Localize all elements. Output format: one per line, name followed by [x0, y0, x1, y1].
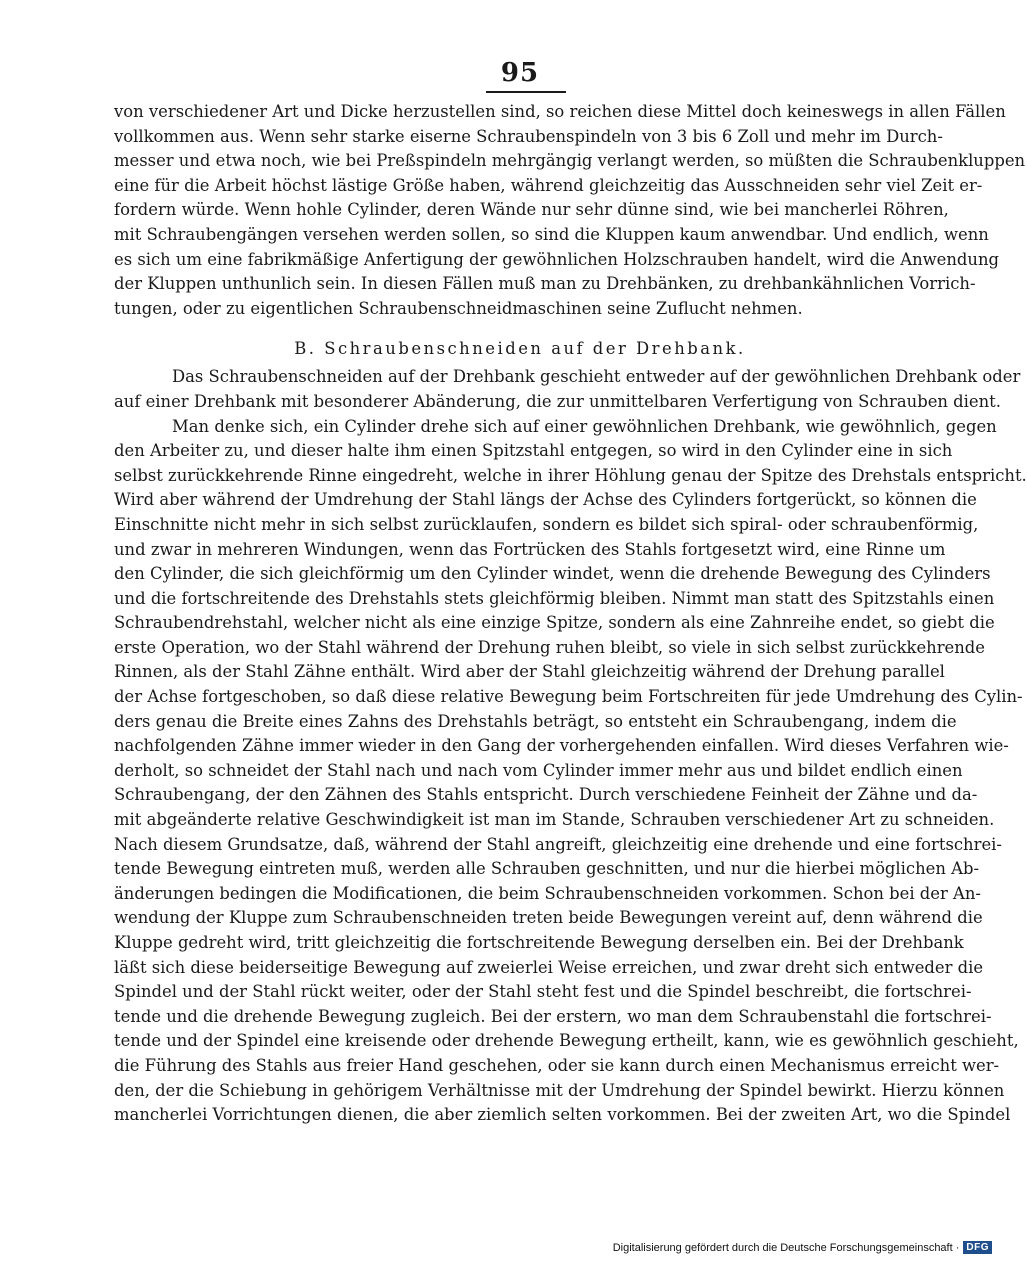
digitization-credit — [613, 1241, 992, 1254]
text-line: Schraubengang, der den Zähnen des Stahls entspricht. Durch verschiedene Feinheit der Zähne und da- — [114, 785, 978, 805]
text-line: selbst zurückkehrende Rinne eingedreht, welche in ihrer Höhlung genau der Spitze des Drehstals entspricht. — [114, 465, 1027, 485]
text-line: Man denke sich, ein Cylinder drehe sich auf einer gewöhnlichen Drehbank, wie gewöhnlich, gegen — [172, 416, 997, 436]
text-line: von verschiedener Art und Dicke herzustellen sind, so reichen diese Mittel doch keineswegs in allen Fällen — [114, 102, 1006, 121]
text-line: Schraubendrehstahl, welcher nicht als eine einzige Spitze, sondern als eine Zahnreihe endet, so giebt die — [114, 613, 995, 633]
text-line: fordern würde. Wenn hohle Cylinder, deren Wände nur sehr dünne sind, wie bei mancherlei Röhren, — [114, 200, 949, 220]
text-line: die Führung des Stahls aus freier Hand geschehen, oder sie kann durch einen Mechanismus erreicht wer- — [114, 1055, 1000, 1075]
paragraph-1 — [114, 100, 1026, 321]
text-line: den Cylinder, die sich gleichförmig um den Cylinder windet, wenn die drehende Bewegung des Cylinders — [114, 564, 991, 584]
text-line: mancherlei Vorrichtungen dienen, die aber ziemlich selten vorkommen. Bei der zweiten Art, wo die Spindel — [114, 1105, 1011, 1125]
paragraph-3 — [114, 415, 1027, 1128]
text-line: tungen, oder zu eigentlichen Schraubenschneidmaschinen seine Zuflucht nehmen. — [114, 298, 803, 318]
dfg-logo: DFG — [963, 1241, 992, 1254]
text-line: Einschnitte nicht mehr in sich selbst zurücklaufen, sondern es bildet sich spiral- oder schraubenförmig, — [114, 514, 979, 534]
text-line: und die fortschreitende des Drehstahls stets gleichförmig bleiben. Nimmt man statt des Spitzstahls einen — [114, 588, 995, 608]
body-text — [114, 100, 1027, 1128]
text-line: eine für die Arbeit höchst lästige Größe haben, während gleichzeitig das Ausschneiden sehr viel Zeit er- — [114, 175, 983, 195]
text-line: auf einer Drehbank mit besonderer Abänderung, die zur unmittelbaren Verfertigung von Schrauben dient. — [114, 391, 1001, 411]
text-line: den, der die Schiebung in gehörigem Verhältnisse mit der Umdrehung der Spindel bewirkt. Hierzu können — [114, 1080, 1005, 1100]
text-line: vollkommen aus. Wenn sehr starke eiserne Schraubenspindeln von 3 bis 6 Zoll und mehr im Durch- — [114, 126, 943, 146]
text-line: nachfolgenden Zähne immer wieder in den Gang der vorhergehenden einfallen. Wird dieses Verfahren wie- — [114, 736, 1009, 756]
text-line: den Arbeiter zu, und dieser halte ihm einen Spitzstahl entgegen, so wird in den Cylinder eine in sich — [114, 441, 953, 461]
text-line: Das Schraubenschneiden auf der Drehbank geschieht entweder auf der gewöhnlichen Drehbank oder — [172, 367, 1021, 387]
section-heading: B. Schraubenschneiden auf der Drehbank. — [294, 339, 746, 359]
text-line: mit Schraubengängen versehen werden sollen, so sind die Kluppen kaum anwendbar. Und endlich, wenn — [114, 224, 989, 244]
text-line: der Achse fortgeschoben, so daß diese relative Bewegung beim Fortschreiten für jede Umdrehung des Cylin- — [114, 687, 1023, 707]
page-number-rule — [486, 91, 566, 93]
text-line: Spindel und der Stahl rückt weiter, oder der Stahl steht fest und die Spindel beschreibt, die fortschrei- — [114, 982, 972, 1002]
text-line: und zwar in mehreren Windungen, wenn das Fortrücken des Stahls fortgesetzt wird, eine Rinne um — [114, 539, 946, 559]
credit-text: Digitalisierung gefördert durch die Deutsche Forschungsgemeinschaft · — [612, 1241, 960, 1254]
text-line: änderungen bedingen die Modificationen, die beim Schraubenschneiden vorkommen. Schon bei der An- — [114, 883, 981, 903]
text-line: der Kluppen unthunlich sein. In diesen Fällen muß man zu Drehbänken, zu drehbankähnlichen Vorrich- — [114, 274, 976, 294]
text-line: Kluppe gedreht wird, tritt gleichzeitig die fortschreitende Bewegung derselben ein. Bei der Drehbank — [114, 933, 964, 952]
text-line: erste Operation, wo der Stahl während der Drehung ruhen bleibt, so viele in sich selbst zurückkehrende — [114, 637, 985, 657]
text-line: messer und etwa noch, wie bei Preßspindeln mehrgängig verlangt werden, so müßten die Schraubenkluppen — [114, 151, 1026, 171]
text-line: wendung der Kluppe zum Schraubenschneiden treten beide Bewegungen vereint auf, denn während die — [114, 908, 983, 928]
text-line: tende und der Spindel eine kreisende oder drehende Bewegung ertheilt, kann, wie es gewöhnlich geschieht, — [114, 1031, 1019, 1051]
text-line: mit abgeänderte relative Geschwindigkeit ist man im Stande, Schrauben verschiedener Art zu schneiden. — [114, 810, 995, 830]
text-line: derholt, so schneidet der Stahl nach und nach vom Cylinder immer mehr aus und bildet endlich einen — [114, 760, 963, 780]
text-line: Nach diesem Grundsatze, daß, während der Stahl angreift, gleichzeitig eine drehende und eine fortschrei- — [114, 834, 1002, 854]
text-line: tende und die drehende Bewegung zugleich. Bei der erstern, wo man dem Schraubenstahl die fortschrei- — [114, 1006, 992, 1026]
text-line: Wird aber während der Umdrehung der Stahl längs der Achse des Cylinders fortgerückt, so können die — [114, 490, 977, 510]
text-line: Rinnen, als der Stahl Zähne enthält. Wird aber der Stahl gleichzeitig während der Drehung parallel — [114, 662, 945, 682]
text-line: ders genau die Breite eines Zahns des Drehstahls beträgt, so entsteht ein Schraubengang, indem die — [114, 711, 957, 731]
page-number: 95 — [500, 58, 540, 88]
paragraph-2 — [114, 365, 1021, 414]
text-line: es sich um eine fabrikmäßige Anfertigung der gewöhnlichen Holzschrauben handelt, wird die Anwendung — [114, 249, 1000, 269]
text-line: läßt sich diese beiderseitige Bewegung auf zweierlei Weise erreichen, und zwar dreht sich entweder die — [114, 957, 984, 977]
text-line: tende Bewegung eintreten muß, werden alle Schrauben geschnitten, und nur die hierbei möglichen Ab- — [114, 859, 979, 879]
